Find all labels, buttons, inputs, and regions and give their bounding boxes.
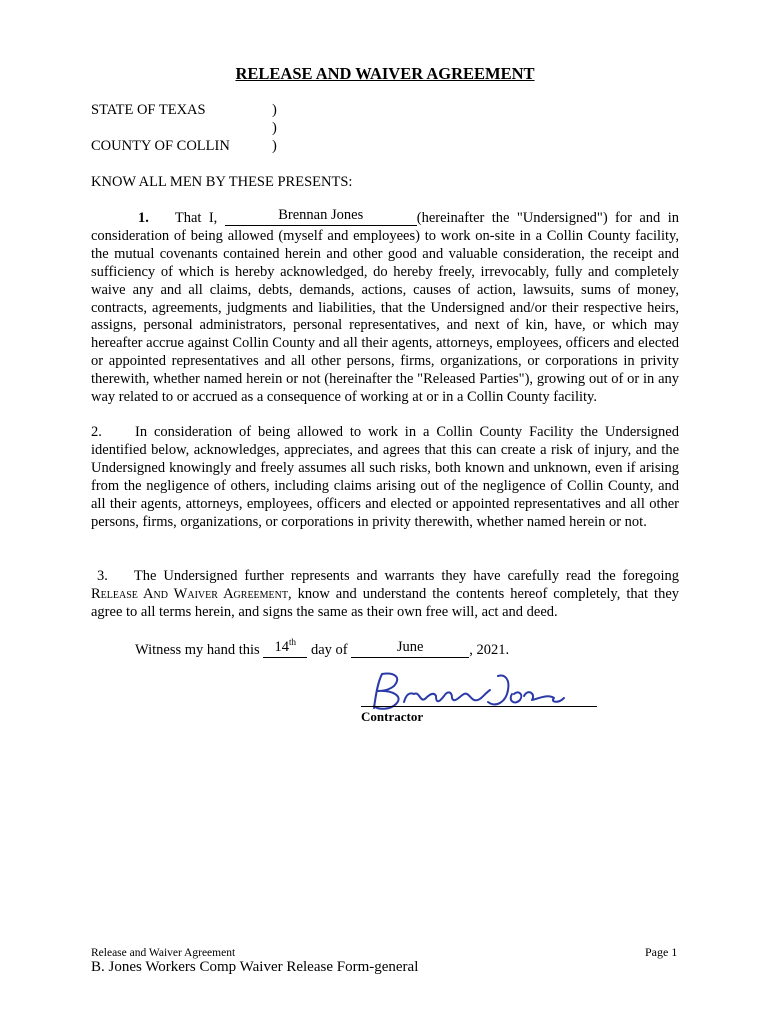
document-file-label: B. Jones Workers Comp Waiver Release Form-general — [91, 959, 419, 975]
month-field: June — [351, 643, 469, 658]
paragraph-1-number: 1. — [138, 210, 149, 226]
contractor-signature-image — [364, 668, 574, 714]
state-label: STATE OF TEXAS — [91, 102, 206, 118]
know-all-heading: KNOW ALL MEN BY THESE PRESENTS: — [91, 174, 353, 190]
paragraph-1 — [91, 207, 679, 407]
venue-paren-2: ) — [272, 120, 277, 136]
agreement-name: Release And Waiver Agreement — [91, 585, 288, 602]
paragraph-2 — [91, 424, 679, 531]
paragraph-2-text: In consideration of being allowed to work in a Collin County Facility the Undersigned identified below, acknowledges, appreciates, and agrees that this can create a risk of injury, and the Undersigned knowingly and freely assumes all such risks, both known and unknown, even if arising from the negligence of others, including claims arising out of the negligence of Collin County, and all their agents, attorneys, employees, officers and elected or appointed representatives and all other persons, firms, organizations, or corporations in privity therewith, whether named herein or not. — [91, 424, 679, 530]
venue-paren-1: ) — [272, 102, 277, 118]
witness-mid: day of — [310, 641, 348, 658]
paragraph-3 — [91, 568, 679, 622]
page-number: Page 1 — [645, 945, 678, 959]
paragraph-2-number: 2. — [91, 424, 102, 440]
witness-lead: Witness my hand this — [135, 641, 260, 658]
paragraph-1-lead: That I, — [174, 210, 218, 226]
paragraph-3-number: 3. — [97, 568, 108, 584]
footer-left-text: Release and Waiver Agreement — [91, 947, 236, 959]
signature-line — [361, 706, 597, 707]
county-label: COUNTY OF COLLIN — [91, 138, 230, 154]
day-field: 14th — [263, 638, 307, 658]
witness-year: , 2021. — [469, 641, 510, 658]
venue-paren-3: ) — [272, 138, 277, 154]
paragraph-3-text-a: The Undersigned further represents and warrants they have carefully read the foregoing — [133, 568, 679, 584]
document-title: RELEASE AND WAIVER AGREEMENT — [235, 64, 535, 83]
witness-line — [135, 638, 509, 659]
paragraph-3-text-b: , know and understand the contents hereof completely, that they agree to all terms herein, and signs the same as their own free will, act and deed. — [91, 585, 679, 620]
contractor-label: Contractor — [361, 709, 424, 724]
paragraph-1-text: (hereinafter the "Undersigned") for and in consideration of being allowed (myself and employees) to work on-site in a Collin County facility, the mutual covenants contained herein and other good and valuable consideration, the receipt and sufficiency of which is hereby acknowledged, do hereby freely, irrevocably, fully and completely waive any and all claims, debts, demands, actions, causes of action, lawsuits, sums of money, contracts, agreements, judgments and liabilities, that the Undersigned and/or their respective heirs, assigns, personal administrators, personal representatives, and next of kin, have, or which may hereafter accrue against Collin County and all their agents, attorneys, employees, officers and elected or appointed representatives and all other persons, firms, organizations, or corporations in privity therewith, whether named herein or not (hereinafter the "Released Parties"), growing out of or in any way related to or accrued as a consequence of working at or in a Collin County facility. — [91, 210, 679, 406]
undersigned-name-field: Brennan Jones — [225, 211, 417, 226]
